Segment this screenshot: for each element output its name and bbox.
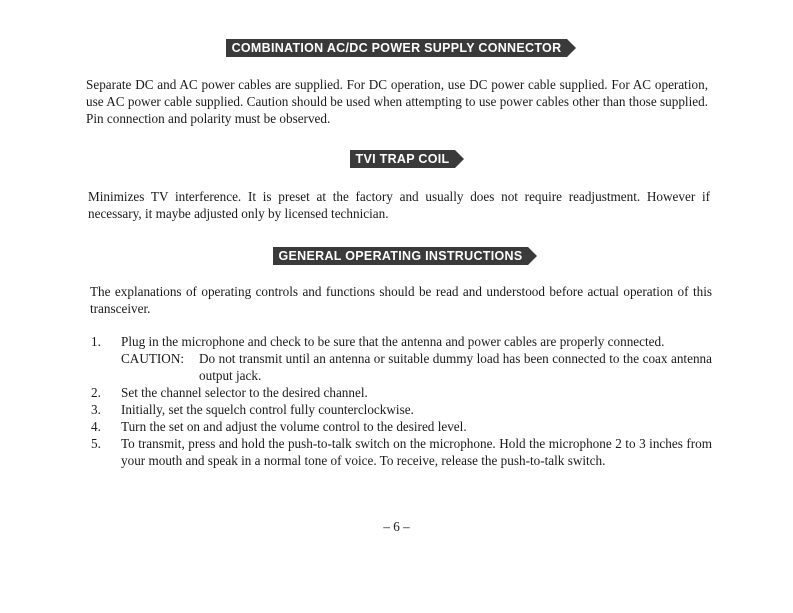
list-item-number: 2. bbox=[91, 385, 101, 400]
list-item-text: To transmit, press and hold the push-to-talk switch on the microphone. Hold the microphone 2 to 3 inches from your mouth and speak in a normal tone of voice. To receive, release the push-to-talk switch. bbox=[121, 436, 712, 468]
instruction-list bbox=[88, 333, 712, 469]
list-item bbox=[88, 418, 712, 435]
section-heading-tvi-trap-coil: TVI TRAP COIL bbox=[350, 150, 456, 168]
caution-note bbox=[121, 350, 712, 384]
section-heading-wrap bbox=[0, 39, 793, 57]
list-item-text: Initially, set the squelch control fully counterclockwise. bbox=[121, 402, 414, 417]
list-item bbox=[88, 333, 712, 384]
section-heading-power-supply: COMBINATION AC/DC POWER SUPPLY CONNECTOR bbox=[226, 39, 568, 57]
list-item-text: Plug in the microphone and check to be sure that the antenna and power cables are properly connected. bbox=[121, 334, 665, 349]
caution-label: CAUTION: bbox=[121, 351, 185, 366]
section-heading-wrap bbox=[0, 150, 793, 168]
paragraph-tvi-trap-coil: Minimizes TV interference. It is preset at the factory and usually does not require readjustment. However if necessary, it maybe adjusted only by licensed technician. bbox=[88, 189, 710, 221]
list-item bbox=[88, 401, 712, 418]
list-item-text: Turn the set on and adjust the volume control to the desired level. bbox=[121, 419, 467, 434]
list-item bbox=[88, 384, 712, 401]
section-heading-wrap bbox=[0, 247, 793, 265]
paragraph-power-supply: Separate DC and AC power cables are supplied. For DC operation, use DC power cable supplied. For AC operation, use AC power cable supplied. Caution should be used when attempting to use power cables other than those supplied. Pin connection and polarity must be observed. bbox=[86, 77, 708, 126]
list-item-number: 4. bbox=[91, 419, 101, 434]
list-item-number: 3. bbox=[91, 402, 101, 417]
list-item-number: 5. bbox=[91, 436, 101, 451]
list-item bbox=[88, 435, 712, 469]
list-item-text: Set the channel selector to the desired channel. bbox=[121, 385, 368, 400]
section-heading-operating-instructions: GENERAL OPERATING INSTRUCTIONS bbox=[273, 247, 529, 265]
paragraph-operating-intro: The explanations of operating controls and functions should be read and understood before actual operation of this transceiver. bbox=[90, 284, 712, 316]
list-item-number: 1. bbox=[91, 334, 101, 349]
page-number: – 6 – bbox=[383, 519, 410, 534]
caution-text: Do not transmit until an antenna or suitable dummy load has been connected to the coax antenna output jack. bbox=[199, 351, 712, 383]
